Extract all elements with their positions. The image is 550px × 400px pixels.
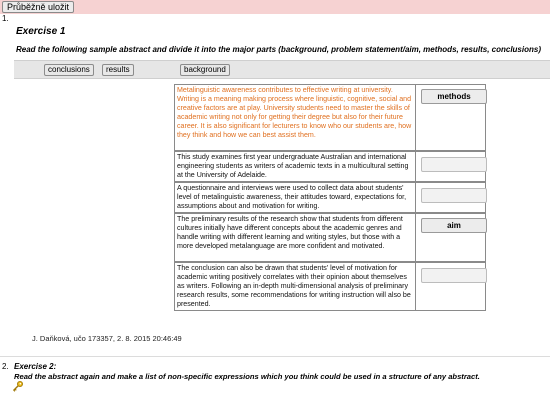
row-divider: [415, 85, 416, 150]
abstract-text-2: This study examines first year undergraduate Australian and international engineering students as writers of academic texts in a multicultural setting at the University of Adelaide.: [177, 153, 409, 179]
word-tag-results[interactable]: results: [102, 64, 134, 76]
abstract-text-3: A questionnaire and interviews were used to collect data about students' level of metalinguistic awareness, their attitudes toward, expectations for, assumptions about and motivation for writing.: [177, 184, 407, 210]
abstract-row-5: [174, 262, 486, 311]
exercise-2-instruction: Read the abstract again and make a list of non-specific expressions which you think could be used in a structure of any abstract.: [14, 372, 480, 381]
row-divider: [415, 183, 416, 212]
abstract-row-2: [174, 151, 486, 182]
top-bar: [0, 0, 550, 14]
abstract-row-1: [174, 84, 486, 151]
word-tag-background[interactable]: background: [180, 64, 230, 76]
exercise-1-number: 1.: [2, 14, 9, 23]
row-divider: [415, 152, 416, 181]
abstract-row-3: [174, 182, 486, 213]
abstract-text-4: The preliminary results of the research show that students from different cultures initially have different concepts about the academic genres and handle writing with different learning and writing styles, but those with a more developed metalanguage are more confident and motivated.: [177, 215, 403, 250]
save-progress-button[interactable]: Průběžně uložit: [2, 1, 74, 13]
row-divider: [415, 214, 416, 261]
exercise-2-number: 2.: [2, 362, 9, 371]
abstract-row-4: [174, 213, 486, 262]
exercise-1-title: Exercise 1: [16, 26, 66, 37]
exercise-1-instruction: Read the following sample abstract and divide it into the major parts (background, problem statement/aim, methods, results, conclusions): [16, 45, 541, 54]
signature: J. Daňková, učo 173357, 2. 8. 2015 20:46:49: [32, 334, 182, 343]
word-tag-conclusions[interactable]: conclusions: [44, 64, 94, 76]
answer-drop-4[interactable]: aim: [421, 218, 487, 233]
key-icon[interactable]: [12, 380, 24, 392]
answer-drop-5[interactable]: [421, 268, 487, 283]
word-bank: [14, 60, 550, 79]
answer-drop-3[interactable]: [421, 188, 487, 203]
exercise-separator: [0, 356, 550, 357]
abstract-text-5: The conclusion can also be drawn that students' level of motivation for academic writing positively correlates with their opinion about themselves as writers. Following an in-depth multi-dimensional analysis of preliminary research results, some recommendations for writing instruction will also be presented.: [177, 264, 411, 308]
abstract-text-1: Metalinguistic awareness contributes to effective writing at university. Writing is a meaning making process where linguistic, cognitive, social and creative factors are at play. University students need to master the skills of academic writing not only for getting their degree but also for their future career. It is also significant for lecturers to know who our students are, how they think and how we can best assist them.: [177, 86, 412, 139]
answer-drop-1[interactable]: methods: [421, 89, 487, 104]
answer-drop-2[interactable]: [421, 157, 487, 172]
row-divider: [415, 263, 416, 310]
exercise-2-title: Exercise 2:: [14, 362, 57, 371]
